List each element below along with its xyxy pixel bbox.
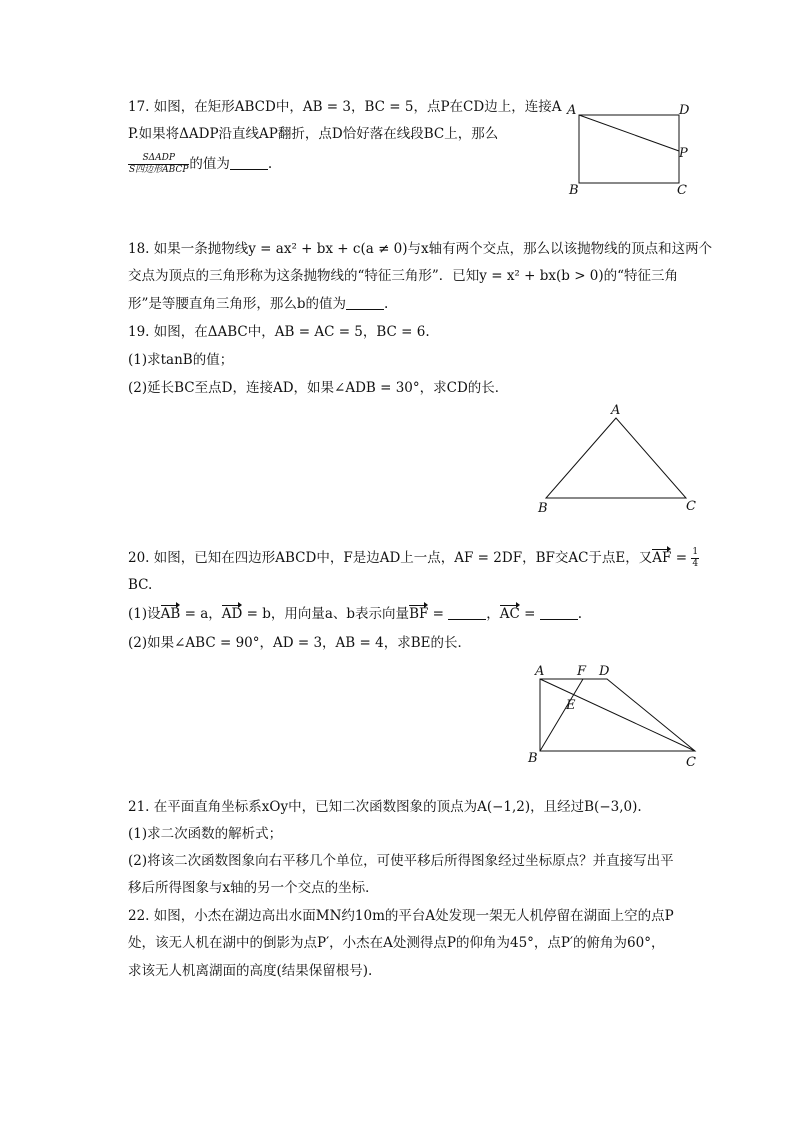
q20-line-2: BC. [128,577,153,593]
q21-line-1: 21. 在平面直角坐标系xOy中，已知二次函数图象的顶点为A(−1,2)，且经过B(−3,0). [128,799,642,815]
segment-bf [540,679,583,751]
vector-ab: AB [160,606,181,622]
q17-rectangle-figure [565,100,695,200]
answer-blank[interactable] [346,295,384,310]
label-a: A [611,403,621,418]
period: . [577,606,583,622]
diagonal-ac [540,679,695,751]
q21-line-2: (1)求二次函数的解析式； [128,826,283,842]
q20-quadrilateral-figure [520,660,705,770]
equals-sign: = [671,550,692,566]
q17-area-fraction [128,153,189,176]
equals-sign: = [519,606,540,622]
q20-part1-b: = b，用向量a、b表示向量 [242,606,410,622]
q18-line-2: 交点为顶点的三角形称为这条抛物线的“特征三角形”．已知y = x² + bx(b > 0)的“特征三角 [128,268,679,284]
label-d: D [599,664,610,679]
q22-line-1: 22. 如图，小杰在湖边高出水面MN约10m的平台A处发现一架无人机停留在湖面上空的点P [128,908,674,924]
q20-line-4: (2)如果∠ABC = 90°，AD = 3，AB = 4，求BE的长． [128,635,471,651]
fraction-denominator: 4 [692,559,699,569]
q20-part1-a: = a， [180,606,222,622]
answer-blank[interactable] [230,155,268,170]
fraction-denominator: S四边形ABCP [129,165,189,175]
label-c: C [677,183,687,198]
q20-fraction [691,547,699,570]
q18-line-3-text: 形”是等腰直角三角形，那么b的值为 [128,296,347,312]
fraction-numerator: SΔADP [128,153,189,165]
q22-line-3: 求该无人机离湖面的高度(结果保留根号). [128,963,373,979]
label-c: C [686,755,696,770]
label-e: E [566,698,576,713]
q21-line-3: (2)将该二次函数图象向右平移几个单位，可使平移后所得图象经过坐标原点？并直接写出平 [128,853,674,869]
triangle-abc [546,418,686,498]
fraction-numerator: 1 [692,547,699,557]
label-c: C [686,499,696,514]
answer-blank-bf[interactable] [448,605,486,620]
answer-blank-ac[interactable] [540,605,578,620]
q19-triangle-figure [532,400,707,518]
q17-line-3: $\frac{\text{SΔADP}}{\text{S四边形ABCP}}$ 的值为 . [129,153,273,175]
q21-line-4: 移后所得图象与x轴的另一个交点的坐标． [128,880,379,896]
q17-line-2: P.如果将ΔADP沿直线AP翻折，点D恰好落在线段BC上，那么 [128,126,499,142]
vector-ad: AD [221,606,243,622]
q20-part1-prefix: (1)设 [128,606,161,622]
q19-line-1: 19. 如图，在ΔABC中，AB = AC = 5，BC = 6. [128,324,430,340]
q18-line-3: 形”是等腰直角三角形，那么b的值为 . [128,296,389,312]
equals-sign: = [428,606,449,622]
q19-line-3: (2)延长BC至点D，连接AD，如果∠ADB = 30°，求CD的长． [128,380,509,396]
vector-ac: AC [499,606,520,622]
q22-line-2: 处，该无人机在湖中的倒影为点P′，小杰在A处测得点P的仰角为45°，点P′的俯角为60°， [128,935,665,951]
q17-line-3-text: 的值为 [189,156,230,172]
q18-line-1: 18. 如果一条抛物线y = ax² + bx + c(a ≠ 0)与x轴有两个交点，那么以该抛物线的顶点和这两个 [128,241,713,257]
segment-ap [579,115,679,151]
rectangle-abcd [579,115,679,183]
q20-line-1 [128,547,699,570]
label-f: F [577,664,587,679]
label-a: A [567,103,577,118]
q19-line-2: (1)求tanB的值； [128,352,234,368]
label-d: D [679,103,690,118]
vector-af: AF [652,550,672,566]
label-a: A [535,664,545,679]
vector-bf: BF [409,606,429,622]
label-b: B [528,751,538,766]
label-b: B [538,501,548,516]
q20-line-1-text: 20. 如图，已知在四边形ABCD中，F是边AD上一点，AF = 2DF，BF交AC于点E，又 [128,550,653,566]
separator: ， [486,606,500,622]
label-b: B [569,183,579,198]
q17-line-1: 17. 如图，在矩形ABCD中，AB = 3，BC = 5，点P在CD边上，连接A [128,99,562,115]
label-p: P [679,146,688,161]
q20-line-3 [128,604,582,624]
